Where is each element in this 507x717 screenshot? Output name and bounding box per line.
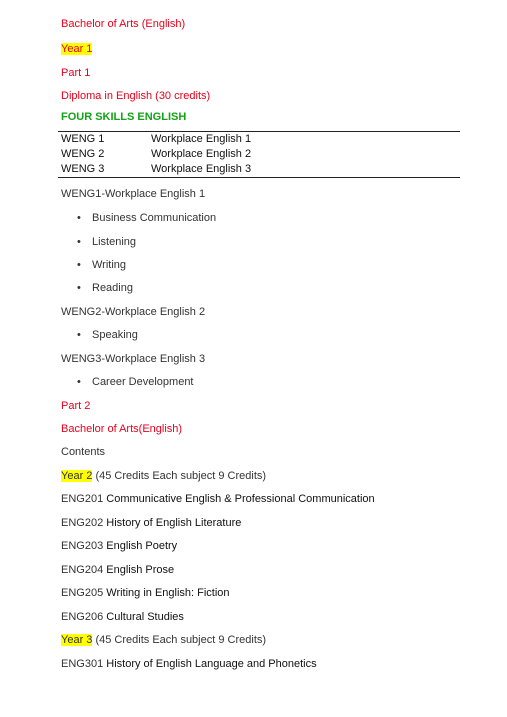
course-line — [61, 539, 177, 553]
diploma-heading: Diploma in English (30 credits) — [61, 90, 211, 102]
course-title: History of English Literature — [103, 517, 242, 529]
year-2-note: (45 Credits Each subject 9 Credits) — [92, 470, 267, 482]
course-code: ENG205 — [61, 587, 104, 599]
year-3-note: (45 Credits Each subject 9 Credits) — [92, 634, 267, 646]
contents-heading: Contents — [61, 446, 106, 458]
list-item: • Writing — [77, 259, 127, 271]
bullet-icon: • — [77, 259, 81, 271]
course-title: English Prose — [103, 564, 175, 576]
part-1-heading: Part 1 — [61, 67, 91, 79]
course-line — [61, 516, 241, 530]
course-code: ENG201 — [61, 493, 104, 505]
bullet-icon: • — [77, 236, 81, 248]
bullet-icon: • — [77, 376, 81, 388]
bullet-icon: • — [77, 329, 81, 341]
list-item: • Listening — [77, 236, 137, 248]
part-2-heading: Part 2 — [61, 400, 91, 412]
list-item: • Career Development — [77, 376, 194, 388]
table-row — [58, 147, 460, 162]
table-cell-name: Workplace English 3 — [148, 162, 460, 178]
list-item: • Reading — [77, 282, 133, 294]
bullet-icon: • — [77, 212, 81, 224]
bullet-icon: • — [77, 282, 81, 294]
course-code: ENG301 — [61, 658, 104, 670]
course-title: Writing in English: Fiction — [103, 587, 230, 599]
four-skills-heading: FOUR SKILLS ENGLISH — [61, 111, 187, 123]
course-title: Cultural Studies — [103, 611, 184, 623]
course-code: ENG203 — [61, 540, 104, 552]
table-row — [58, 132, 460, 148]
list-item: • Speaking — [77, 329, 138, 341]
table-cell-code: WENG 3 — [58, 162, 148, 178]
degree-title: Bachelor of Arts (English) — [61, 18, 186, 30]
course-line — [61, 657, 317, 671]
table-cell-code: WENG 2 — [61, 148, 105, 160]
table-cell-code: WENG 1 — [58, 132, 148, 148]
weng2-heading: WENG2-Workplace English 2 — [61, 306, 206, 318]
table-cell-name: Workplace English 1 — [148, 132, 460, 148]
year-2-line — [61, 469, 266, 483]
year-1-heading: Year 1 — [61, 43, 93, 55]
year-3-line — [61, 633, 266, 647]
weng1-heading: WENG1-Workplace English 1 — [61, 188, 206, 200]
course-title: Communicative English & Professional Communication — [103, 493, 375, 505]
course-code: ENG206 — [61, 611, 104, 623]
course-line — [61, 610, 184, 624]
year-2-label: Year 2 — [61, 470, 93, 482]
course-line — [61, 586, 230, 600]
course-code: ENG202 — [61, 517, 104, 529]
table-row — [58, 162, 460, 178]
list-item: • Business Communication — [77, 212, 217, 224]
year-3-label: Year 3 — [61, 634, 93, 646]
workplace-english-table — [58, 131, 460, 178]
table-cell-name: Workplace English 2 — [151, 148, 252, 160]
course-title: History of English Language and Phonetics — [103, 658, 317, 670]
course-line — [61, 492, 375, 506]
weng3-heading: WENG3-Workplace English 3 — [61, 353, 206, 365]
course-line — [61, 563, 174, 577]
ba-english-heading: Bachelor of Arts(English) — [61, 423, 183, 435]
course-code: ENG204 — [61, 564, 104, 576]
course-title: English Poetry — [103, 540, 178, 552]
